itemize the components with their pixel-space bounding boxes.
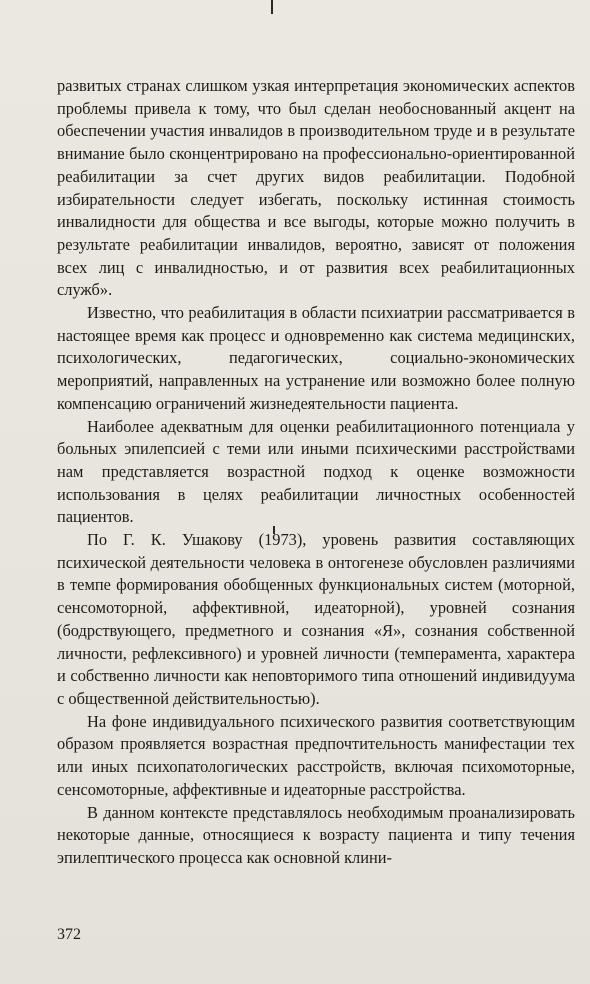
- paragraph-continued: развитых странах слишком узкая интерпретация экономических аспектов проблемы привела к тому, что был сделан необоснованный акцент на обеспечении участия инвалидов в производительном труде и в результате внимание было сконцентрировано на профессионально-ориентированной реабилитации за счет других видов реабилитации. Подобной избирательности следует избегать, поскольку истинная стоимость инвалидности для общества и все выгоды, которые можно получить в результате реабилитации инвалидов, вероятно, зависят от положения всех лиц с инвалидностью, и от развития всех реабилитационных служб».: [57, 76, 575, 300]
- paragraph: Наиболее адекватным для оценки реабилитационного потенциала у больных эпилепсией с теми или иными психическими расстройствами нам представляется возрастной подход к оценке возможности использования в целях реабилитации личностных особенностей пациентов.: [57, 416, 575, 527]
- paragraph: Известно, что реабилитация в области психиатрии рассматривается в настоящее время как процесс и одновременно как система медицинских, психологических, педагогических, социально-экономических мероприятий, направленных на устранение или возможно более полную компенсацию ограничений жизнедеятельности пациента.: [57, 303, 575, 413]
- page-number: 372: [57, 926, 81, 943]
- body-text: [57, 75, 575, 870]
- scan-artifact: [271, 0, 273, 14]
- paragraph: На фоне индивидуального психического развития соответствующим образом проявляется возрастная предпочтительность манифестации тех или иных психопатологических расстройств, включая психомоторные, сенсомоторные, аффективные и идеаторные расстройства.: [57, 711, 575, 799]
- paragraph: По Г. К. Ушакову (1973), уровень развития составляющих психической деятельности человека в онтогенезе обусловлен различиями в темпе формирования обобщенных функциональных систем (моторной, сенсомоторной, аффективной, идеаторной), уровней сознания (бодрствующего, предметного и сознания «Я», сознания собственной личности, рефлексивного) и уровней личности (темперамента, характера и собственно личности как неповторимого типа отношений индивидуума с общественной действительностью).: [57, 530, 575, 708]
- paragraph: В данном контексте представлялось необходимым проанализировать некоторые данные, относящиеся к возрасту пациента и типу течения эпилептического процесса как основной клини-: [57, 802, 575, 867]
